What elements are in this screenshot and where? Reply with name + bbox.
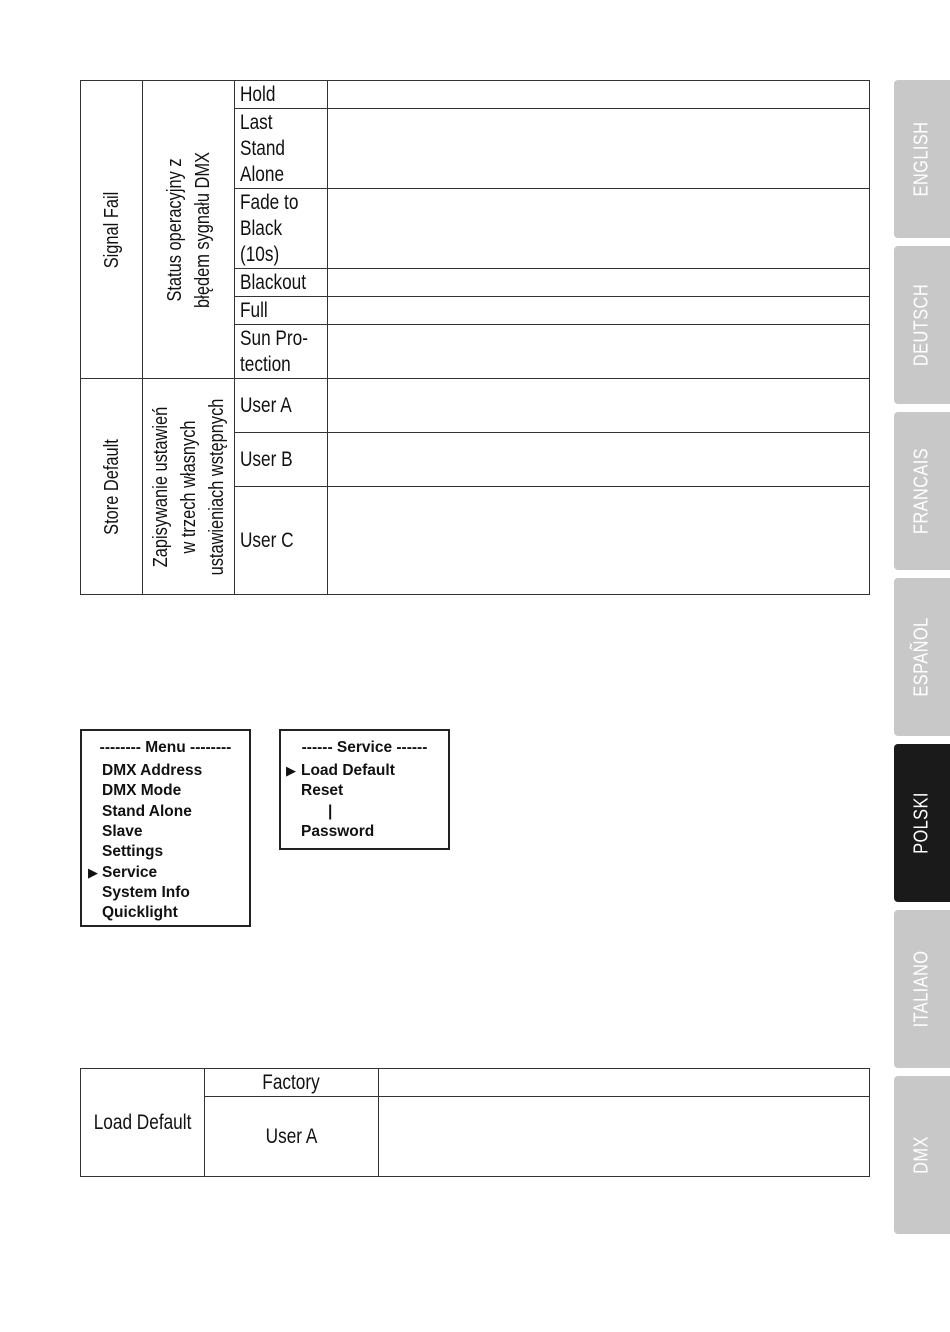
option-label: (10s) (240, 242, 280, 266)
lcd-menu-screen (80, 729, 251, 927)
value-cell (328, 269, 870, 297)
option-label: Factory (262, 1070, 321, 1094)
option-cell (235, 269, 328, 297)
service-item-load-default[interactable]: Load Default (301, 762, 395, 779)
value-cell (328, 379, 870, 433)
tab-label: POLSKI (910, 792, 933, 854)
menu-item-system-info[interactable]: System Info (102, 884, 190, 901)
value-cell (328, 297, 870, 325)
tab-espanol[interactable] (894, 578, 950, 736)
menu-item-slave[interactable]: Slave (102, 823, 143, 840)
function-label: Store Default (100, 438, 123, 535)
function-cell-store-default (81, 379, 143, 595)
option-label: User A (265, 1124, 318, 1148)
option-label: Alone (240, 162, 285, 186)
function-cell-load-default (81, 1069, 205, 1177)
option-cell (205, 1097, 379, 1177)
service-header: ------ Service ------ (301, 739, 428, 756)
menu-item-settings[interactable]: Settings (102, 843, 164, 860)
tab-label: DMX (910, 1136, 933, 1174)
service-item-password[interactable]: Password (301, 823, 375, 840)
option-cell (235, 81, 328, 109)
tab-italiano[interactable] (894, 910, 950, 1068)
menu-item-dmx-address[interactable]: DMX Address (102, 762, 203, 779)
menu-item-quicklight[interactable]: Quicklight (102, 904, 178, 921)
description-line: błędem sygnału DMX (191, 151, 214, 308)
value-cell (328, 433, 870, 487)
tab-deutsch[interactable] (894, 246, 950, 404)
tab-label: FRANCAIS (910, 447, 933, 535)
option-label: Last (240, 110, 273, 134)
option-label: Blackout (240, 270, 307, 294)
menu-header: -------- Menu -------- (99, 739, 232, 756)
option-label: User C (240, 528, 294, 552)
description-cell-signal-fail (143, 81, 235, 379)
value-cell (328, 109, 870, 189)
selection-arrow-icon: ▶ (88, 865, 98, 880)
option-label: User B (240, 447, 293, 471)
description-line: w trzech własnych (177, 419, 200, 554)
option-label: Sun Pro- (240, 326, 308, 350)
option-label: User A (240, 393, 292, 417)
tab-label: ENGLISH (910, 121, 933, 197)
description-line: ustawieniach wstępnych (205, 398, 228, 575)
menu-item-service[interactable]: Service (102, 864, 158, 881)
option-cell (235, 325, 328, 379)
lcd-service-screen (279, 729, 450, 850)
service-item-reset[interactable]: Reset (301, 782, 344, 799)
option-cell (205, 1069, 379, 1097)
value-cell (379, 1069, 870, 1097)
option-label: Stand (240, 136, 286, 160)
option-cell (235, 487, 328, 595)
tab-dmx[interactable] (894, 1076, 950, 1234)
description-line: Zapisywanie ustawień (149, 406, 172, 567)
option-cell (235, 297, 328, 325)
option-cell (235, 379, 328, 433)
value-cell (328, 325, 870, 379)
option-cell (235, 109, 328, 189)
value-cell (328, 81, 870, 109)
tab-francais[interactable] (894, 412, 950, 570)
description-cell-store-default (143, 379, 235, 595)
tab-label: ESPAÑOL (910, 617, 933, 697)
tab-polski[interactable] (894, 744, 950, 902)
description-line: Status operacyjny z (163, 157, 186, 302)
option-cell (235, 433, 328, 487)
tab-label: ITALIANO (910, 950, 933, 1028)
value-cell (328, 189, 870, 269)
menu-item-dmx-mode[interactable]: DMX Mode (102, 782, 182, 799)
tab-label: DEUTSCH (910, 283, 933, 367)
load-default-table (80, 1068, 870, 1177)
function-label: Signal Fail (100, 191, 123, 268)
option-label: Fade to (240, 190, 299, 214)
tab-english[interactable] (894, 80, 950, 238)
value-cell (379, 1097, 870, 1177)
function-cell-signal-fail (81, 81, 143, 379)
option-label: Full (240, 298, 268, 322)
function-label: Load Default (93, 1110, 192, 1134)
menu-item-stand-alone[interactable]: Stand Alone (102, 803, 192, 820)
option-label: tection (240, 352, 291, 376)
option-label: Black (240, 216, 283, 240)
service-separator: | (328, 803, 333, 820)
option-cell (235, 189, 328, 269)
selection-arrow-icon: ▶ (286, 763, 296, 778)
option-label: Hold (240, 82, 276, 106)
signal-settings-table (80, 80, 870, 595)
value-cell (328, 487, 870, 595)
